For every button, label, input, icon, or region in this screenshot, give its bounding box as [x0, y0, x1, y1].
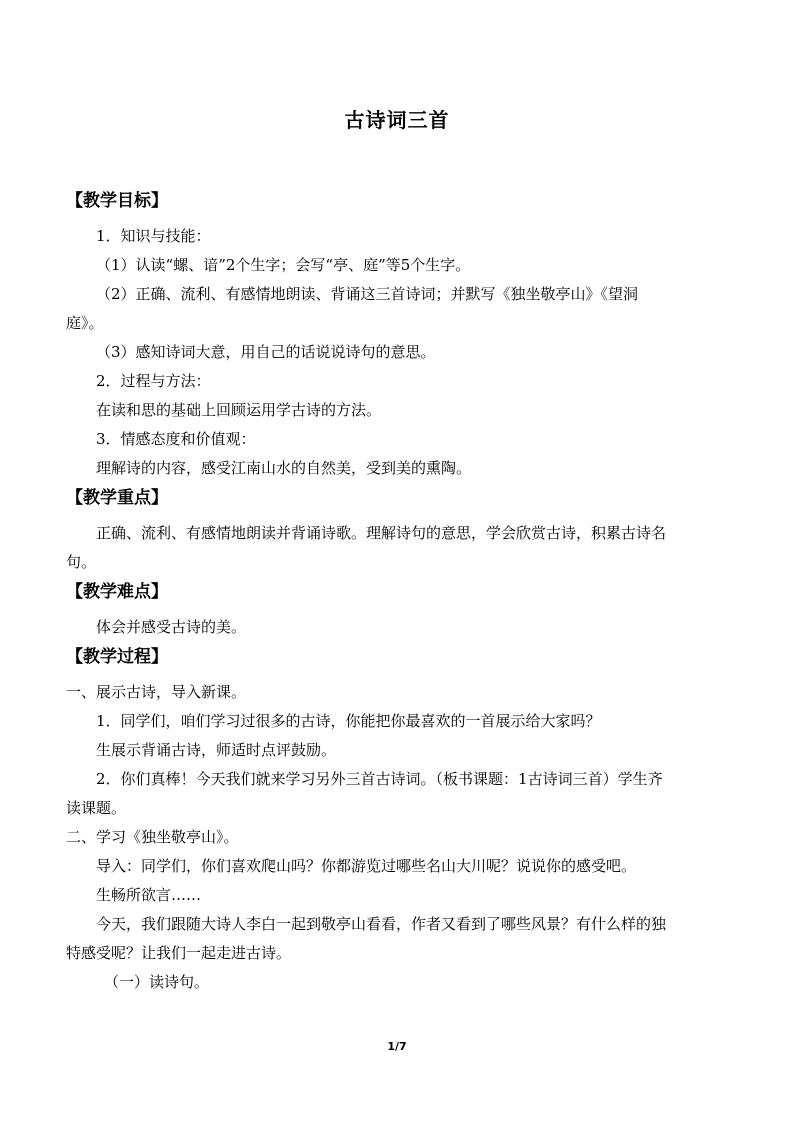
difficulties-line: 体会并感受古诗的美。 [96, 618, 247, 636]
section-key-points [66, 483, 726, 577]
goals-line: 1．知识与技能： [96, 227, 211, 245]
process-line: （一）读诗句。 [104, 973, 210, 991]
process-line: 2．你们真棒！今天我们就来学习另外三首古诗词。（板书课题：1古诗词三首）学生齐 [96, 770, 663, 788]
key-points-line: 正确、流利、有感情地朗读并背诵诗歌。理解诗句的意思，学会欣赏古诗，积累古诗名 [96, 524, 667, 542]
section-heading-difficulties: 【教学难点】 [66, 582, 168, 602]
process-line: 1．同学们，咱们学习过很多的古诗，你能把你最喜欢的一首展示给大家吗？ [96, 712, 601, 730]
section-heading-goals: 【教学目标】 [66, 191, 168, 211]
section-heading-key-points: 【教学重点】 [66, 488, 168, 508]
section-process [66, 642, 726, 997]
document-body [66, 186, 726, 997]
process-line: 生展示背诵古诗，师适时点评鼓励。 [96, 741, 337, 759]
goals-line: 理解诗的内容，感受江南山水的自然美，受到美的熏陶。 [96, 459, 472, 477]
goals-line: 3．情感态度和价值观： [96, 430, 256, 448]
section-difficulties [66, 577, 726, 642]
goals-line: 庭》。 [66, 314, 104, 332]
process-line: 读课题。 [66, 799, 127, 817]
process-line: 特感受呢？让我们一起走进古诗。 [66, 944, 292, 962]
goals-line: （2）正确、流利、有感情地朗读、背诵这三首诗词；并默写《独坐敬亭山》《望洞 [96, 285, 639, 303]
process-line: 二、学习《独坐敬亭山》。 [66, 828, 239, 846]
process-line: 生畅所欲言…… [96, 886, 202, 904]
process-line: 一、展示古诗，导入新课。 [66, 683, 247, 701]
goals-line: （3）感知诗词大意，用自己的话说说诗句的意思。 [96, 343, 436, 361]
section-heading-process: 【教学过程】 [66, 647, 168, 667]
section-goals [66, 186, 726, 483]
process-line: 导入：同学们，你们喜欢爬山吗？你都游览过哪些名山大川呢？说说你的感受吧。 [96, 857, 637, 875]
document-title: 古诗词三首 [344, 108, 450, 132]
goals-line: 在读和思的基础上回顾运用学古诗的方法。 [96, 401, 382, 419]
key-points-line: 句。 [66, 553, 97, 571]
process-line: 今天，我们跟随大诗人李白一起到敬亭山看看，作者又看到了哪些风景？有什么样的独 [96, 915, 667, 933]
page-number: 1/7 [387, 1040, 407, 1053]
goals-line: 2．过程与方法： [96, 372, 211, 390]
goals-line: （1）认读“螺、谙”2个生字；会写“亭、庭”等5个生字。 [96, 256, 471, 274]
